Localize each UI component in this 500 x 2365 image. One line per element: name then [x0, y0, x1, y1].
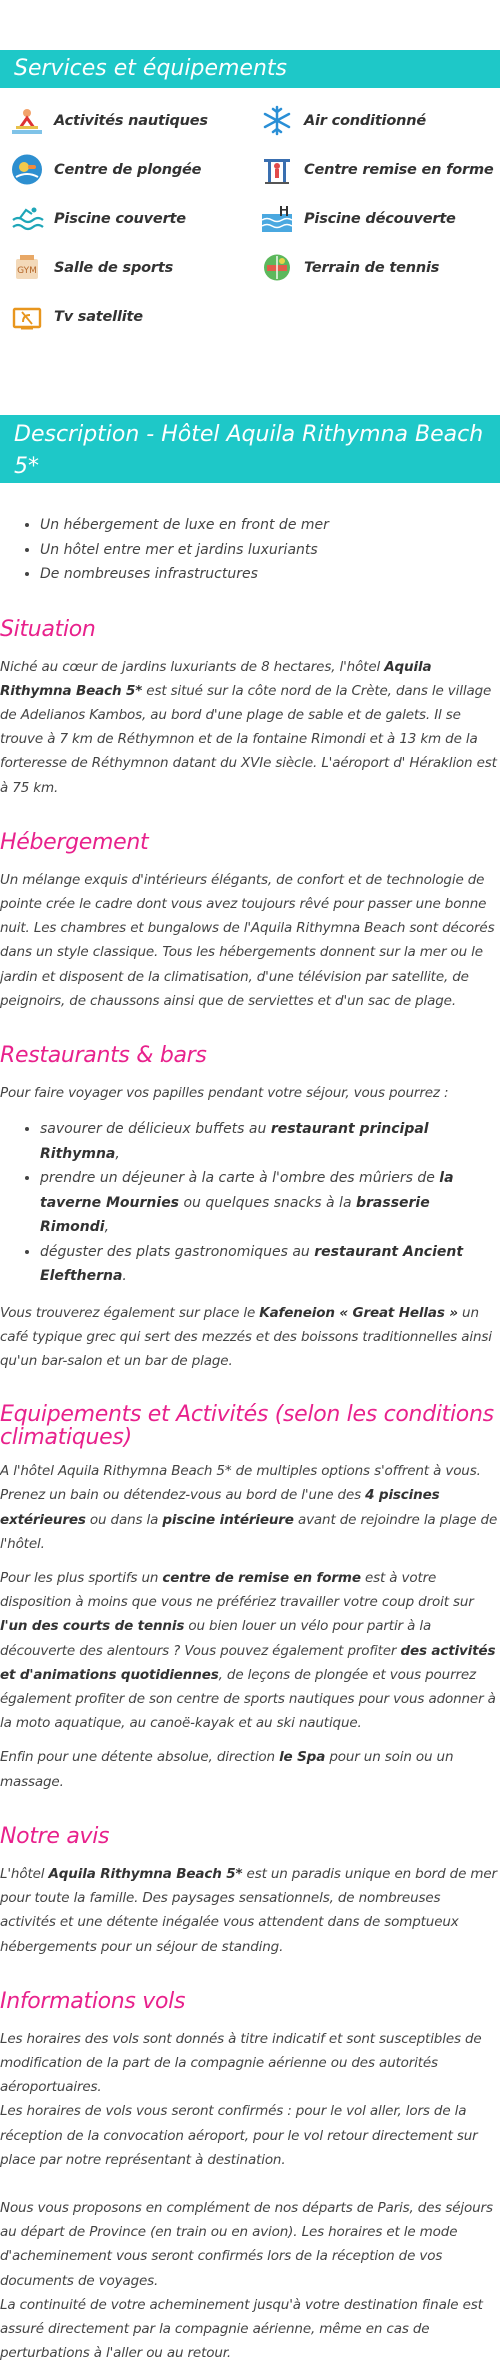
hebergement-section — [0, 830, 500, 1013]
restaurants-list — [0, 1117, 500, 1289]
section-title: Equipements et Activités (selon les conditions climatiques) — [0, 1402, 494, 1451]
indoor-pool-icon — [10, 202, 44, 235]
description-banner: Description - Hôtel Aquila Rithymna Beach 5* — [0, 415, 500, 483]
service-item — [10, 153, 260, 186]
section-title: Informations vols — [0, 1988, 186, 2014]
situation-section — [0, 617, 500, 800]
service-item — [10, 104, 260, 137]
water-sports-icon — [10, 104, 44, 137]
list-item: • savourer de délicieux buffets au restaurant principal Rithymna, — [40, 1117, 500, 1166]
highlights-list — [0, 513, 500, 587]
service-label: Activités nautiques — [54, 112, 208, 129]
section-text: Nous vous proposons en complément de nos départs de Paris, des séjours au départ de Province (en train ou en avion). Les horaires et le mode d'acheminement vous seront confirmés lors de la réception de vos documents de voyages. — [0, 2199, 493, 2289]
list-item: • Un hôtel entre mer et jardins luxuriants — [40, 538, 500, 563]
section-text: A l'hôtel Aquila Rithymna Beach 5* de multiples options s'offrent à vous. Prenez un bain ou détendez-vous au bord de l'une des 4 piscines extérieures ou dans la piscine intérieure avant de rejoindre la plage de l'hôtel. — [0, 1463, 498, 1552]
section-title: Restaurants & bars — [0, 1042, 207, 1068]
service-item — [10, 202, 260, 235]
outdoor-pool-icon — [260, 202, 294, 235]
section-text: Pour faire voyager vos papilles pendant votre séjour, vous pourrez : — [0, 1084, 449, 1101]
service-item — [260, 251, 500, 284]
list-item: • déguster des plats gastronomiques au restaurant Ancient Eleftherna. — [40, 1240, 500, 1289]
equipements-section — [0, 1403, 500, 1794]
section-text: Vous trouverez également sur place le Kafeneion « Great Hellas » un café typique grec qui sert des mezzés et des boissons traditionnelles ainsi qu'un bar-salon et un bar de plage. — [0, 1304, 492, 1370]
service-label: Piscine couverte — [54, 210, 186, 227]
service-label: Piscine découverte — [304, 210, 456, 227]
section-text: Pour les plus sportifs un centre de remise en forme est à votre disposition à moins que vous ne préfériez travailler votre coup droit sur l'un des courts de tennis ou bien louer un vélo pour partir à la découverte des alentours ? Vous pouvez également profiter des activités et d'animations quotidiennes, de leçons de plongée et vous pourrez également profiter de son centre de sports nautiques pour vous adonner à la moto aquatique, au canoë-kayak et au ski nautique. — [0, 1570, 496, 1732]
snowflake-icon — [260, 104, 294, 137]
section-text: Un mélange exquis d'intérieurs élégants, de confort et de technologie de pointe crée le cadre dont vous avez toujours rêvé pour passer une bonne nuit. Les chambres et bungalows de l'Aquila Rithymna Beach sont décorés dans un style classique. Tous les hébergements donnent sur la mer ou le jardin et disposent de la climatisation, d'une télévision par satellite, de peignoirs, de chaussons ainsi que de serviettes et d'un sac de plage. — [0, 871, 495, 1009]
service-item — [260, 153, 500, 186]
hotel-description-page — [0, 50, 500, 2365]
diving-icon — [10, 153, 44, 186]
service-label: Salle de sports — [54, 259, 173, 276]
section-title: Notre avis — [0, 1823, 110, 1849]
vols-section — [0, 1989, 500, 2365]
service-label: Terrain de tennis — [304, 259, 440, 276]
service-item — [260, 104, 500, 137]
service-label: Air conditionné — [304, 112, 426, 129]
fitness-icon — [260, 153, 294, 186]
list-item: • prendre un déjeuner à la carte à l'ombre des mûriers de la taverne Mournies ou quelques snacks à la brasserie Rimondi, — [40, 1166, 500, 1240]
service-item — [10, 300, 260, 333]
services-banner: Services et équipements — [0, 50, 500, 88]
list-item: • De nombreuses infrastructures — [40, 562, 500, 587]
tennis-icon — [260, 251, 294, 284]
service-label: Centre de plongée — [54, 161, 202, 178]
spacer — [0, 2172, 500, 2196]
section-text: Les horaires des vols sont donnés à titre indicatif et sont susceptibles de modification de la part de la compagnie aérienne ou des autorités aéroportuaires. — [0, 2030, 482, 2096]
gym-icon — [10, 251, 44, 284]
section-title: Hébergement — [0, 829, 149, 855]
section-text: Enfin pour une détente absolue, direction le Spa pour un soin ou un massage. — [0, 1749, 454, 1790]
service-item — [260, 202, 500, 235]
service-label: Tv satellite — [54, 308, 143, 325]
avis-section — [0, 1824, 500, 1959]
list-item: • Un hébergement de luxe en front de mer — [40, 513, 500, 538]
section-text: Les horaires de vols vous seront confirmés : pour le vol aller, lors de la réception de la convocation aéroport, pour le vol retour directement sur place par notre représentant à destination. — [0, 2103, 478, 2168]
section-text: L'hôtel Aquila Rithymna Beach 5* est un paradis unique en bord de mer pour toute la famille. Des paysages sensationnels, de nombreuses activités et une détente inégalée vous attendent dans de somptueux hébergements pour un séjour de standing. — [0, 1865, 497, 1955]
services-grid — [0, 88, 500, 333]
section-text: Niché au cœur de jardins luxuriants de 8 hectares, l'hôtel Aquila Rithymna Beach 5* est situé sur la côte nord de la Crète, dans le village de Adelianos Kambos, au bord d'une plage de sable et de galets. Il se trouve à 7 km de Réthymnon et de la fontaine Rimondi et à 13 km de la forteresse de Réthymnon datant du XVIe siècle. L'aéroport d' Héraklion est à 75 km. — [0, 658, 497, 796]
section-text: La continuité de votre acheminement jusqu'à votre destination finale est assuré directement par la compagnie aérienne, même en cas de perturbations à l'aller ou au retour. — [0, 2296, 483, 2362]
satellite-tv-icon — [10, 300, 44, 333]
section-title: Situation — [0, 616, 96, 642]
svg-text:GYM: GYM — [17, 266, 37, 276]
restaurants-section — [0, 1043, 500, 1373]
service-item — [10, 251, 260, 284]
service-label: Centre remise en forme — [304, 161, 494, 178]
